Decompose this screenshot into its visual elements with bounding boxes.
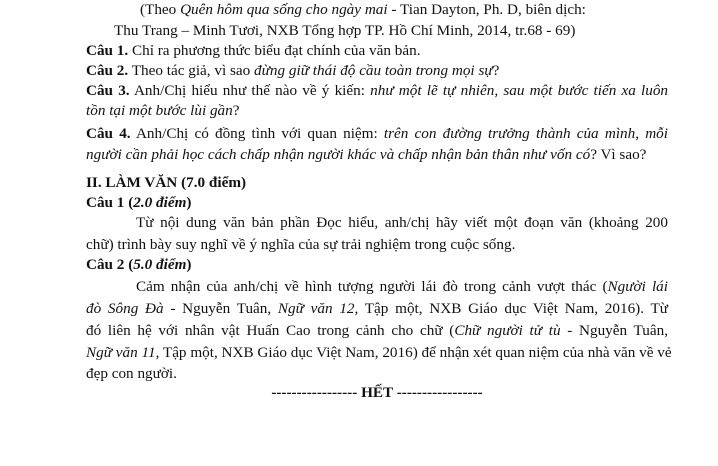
essay-1-points: 2.0 điểm [133, 194, 187, 211]
essay-2-line-3 [86, 321, 668, 340]
question-4-text: Anh/Chị có đồng tình với quan niệm: [130, 125, 384, 142]
question-3-text: Anh/Chị hiểu như thế nào về ý kiến: [129, 82, 371, 99]
source-title: Quên hôm qua sống cho ngày mai [180, 1, 388, 18]
question-4-line-2 [86, 145, 668, 164]
source-line-2: Thu Trang – Minh Tươi, NXB Tổng hợp TP. Hồ Chí Minh, 2014, tr.68 - 69) [114, 22, 576, 39]
essay-1-heading [86, 193, 668, 212]
question-4-label: Câu 4. [86, 125, 131, 142]
essay-2-l2-pub: , Tập một, NXB Giáo dục Việt Nam, 2016). Từ [354, 300, 668, 317]
question-4-tail: ? Vì sao? [590, 146, 647, 163]
essay-2-points: 5.0 điểm [133, 256, 187, 273]
essay-2-l1-text: Cảm nhận của anh/chị về hình tượng người lái đò trong cảnh vượt thác ( [136, 278, 608, 295]
essay-2-l4-text: , Tập một, NXB Giáo dục Việt Nam, 2016) để nhận xét quan niệm của nhà văn về vẻ [155, 344, 672, 361]
essay-2-l1-work: Người lái [607, 278, 668, 295]
essay-2-close: ) [186, 256, 192, 273]
question-3-label: Câu 3. [86, 82, 130, 99]
essay-2-line-1 [136, 277, 668, 296]
question-3-quote-2: tồn tại một bước lùi gần [86, 102, 233, 119]
essay-2-label: Câu 2 ( [86, 256, 134, 273]
essay-2-line-5: đẹp con người. [86, 365, 177, 382]
essay-2-l4-book: Ngữ văn 11 [86, 344, 156, 361]
source-prefix: (Theo [140, 1, 181, 18]
question-2-text: Theo tác giả, vì sao [128, 62, 255, 79]
question-4-quote-1: trên con đường trưởng thành của mình, mỗi [383, 125, 668, 142]
question-3-quote-1: như một lẽ tự nhiên, sau một bước tiến xa luôn [370, 82, 669, 99]
end-dashes-right: ----------------- [396, 384, 483, 401]
essay-1-line-1: Từ nội dung văn bản phần Đọc hiểu, anh/chị hãy viết một đoạn văn (khoảng 200 [136, 214, 668, 231]
end-label: HẾT [361, 384, 393, 401]
essay-2-l3-text: đó liên hệ với nhân vật Huấn Cao trong cảnh cho chữ ( [86, 322, 455, 339]
essay-1-close: ) [186, 194, 192, 211]
question-4-quote-2: người cần phải học cách chấp nhận người khác và chấp nhận bản thân như vốn có [86, 146, 591, 163]
question-1-text: Chỉ ra phương thức biểu đạt chính của văn bản. [128, 42, 421, 59]
essay-2-l2-book: Ngữ văn 12 [277, 300, 355, 317]
essay-2-line-4 [86, 343, 672, 362]
question-2-tail: ? [492, 62, 500, 79]
source-suffix: - Tian Dayton, Ph. D, biên dịch: [387, 1, 586, 18]
essay-2-l2-author: - Nguyễn Tuân, [163, 300, 278, 317]
essay-2-l3-author: - Nguyễn Tuân, [560, 322, 668, 339]
question-3-tail: ? [232, 102, 240, 119]
end-marker [86, 383, 668, 402]
essay-1-label: Câu 1 ( [86, 194, 134, 211]
essay-2-l2-work: đò Sông Đà [86, 300, 164, 317]
question-2 [86, 61, 668, 80]
question-4-line-1 [86, 124, 668, 143]
question-2-quote: đừng giữ thái độ cầu toàn trong mọi sự [254, 62, 493, 79]
essay-2-l3-work: Chữ người tử tù [454, 322, 561, 339]
question-1 [86, 41, 668, 60]
section-2-heading: II. LÀM VĂN (7.0 điểm) [86, 174, 247, 191]
essay-2-line-2 [86, 299, 668, 318]
question-2-label: Câu 2. [86, 62, 129, 79]
question-3-line-2 [86, 101, 668, 120]
essay-2-heading [86, 255, 668, 274]
question-3-line-1 [86, 81, 668, 100]
essay-1-line-2: chữ) trình bày suy nghĩ về ý nghĩa của sự trải nghiệm trong cuộc sống. [86, 236, 516, 253]
source-line-1 [140, 0, 668, 19]
question-1-label: Câu 1. [86, 42, 129, 59]
end-dashes-left: ----------------- [271, 384, 358, 401]
